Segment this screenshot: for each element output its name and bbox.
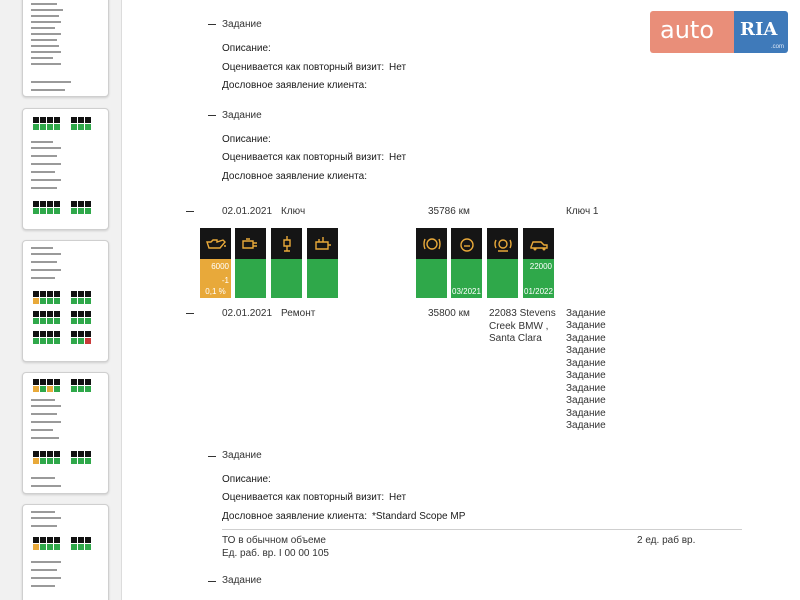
- auto-ria-logo: [650, 11, 788, 53]
- verbatim-label: Дословное заявление клиента:: [222, 511, 367, 522]
- entry-type: Ремонт: [281, 308, 316, 319]
- service-code: Ед. раб. вр. I 00 00 105: [222, 548, 329, 559]
- task-list-item: Задание: [566, 370, 606, 381]
- service-tile-oil: [200, 228, 231, 298]
- verbatim-value: *Standard Scope MP: [372, 511, 466, 522]
- tile-value: -1: [221, 276, 229, 285]
- repeat-visit-label: Оценивается как повторный визит:: [222, 492, 385, 503]
- collapse-icon[interactable]: [208, 24, 216, 25]
- repeat-visit-label: Оценивается как повторный визит:: [222, 62, 385, 73]
- service-units: 2 ед. раб вр.: [637, 535, 696, 546]
- brake-fluid-icon: [456, 234, 478, 254]
- service-tile-status: [200, 259, 231, 298]
- rear-brake-icon: [492, 234, 514, 254]
- service-tile-status: [523, 259, 554, 298]
- task-heading: Задание: [222, 450, 262, 461]
- logo-text-ria: RIA: [740, 19, 778, 40]
- service-tile-coolant: [307, 228, 338, 298]
- task-list-item: Задание: [566, 408, 606, 419]
- task-heading: Задание: [222, 19, 262, 30]
- dealer-line: Creek BMW ,: [489, 321, 549, 332]
- entry-date: 02.01.2021: [222, 308, 273, 319]
- collapse-icon[interactable]: [208, 581, 216, 582]
- verbatim-label: Дословное заявление клиента:: [222, 171, 367, 182]
- tile-value: 03/2021: [452, 287, 481, 296]
- page-thumbnail-5[interactable]: [22, 504, 109, 600]
- tile-value: 01/2022: [524, 287, 553, 296]
- dealer-line: Santa Clara: [489, 333, 542, 344]
- spark-plug-icon: [276, 234, 298, 254]
- entry-type: Ключ: [281, 206, 306, 217]
- service-tile-front-brake: [416, 228, 447, 298]
- task-list-item: Задание: [566, 420, 606, 431]
- service-tile-status: [416, 259, 447, 298]
- oil-can-icon: [205, 234, 227, 254]
- coolant-icon: [312, 234, 334, 254]
- page-thumbnail-3[interactable]: [22, 240, 109, 362]
- entry-mileage: 35786 км: [428, 206, 470, 217]
- page-thumbnail-4[interactable]: [22, 372, 109, 494]
- verbatim-label: Дословное заявление клиента:: [222, 80, 367, 91]
- task-list-item: Задание: [566, 358, 606, 369]
- service-tile-brake-fluid: [451, 228, 482, 298]
- page-thumbnail-2[interactable]: [22, 108, 109, 230]
- task-list-item: Задание: [566, 395, 606, 406]
- task-list-item: Задание: [566, 320, 606, 331]
- dealer-line: 22083 Stevens: [489, 308, 556, 319]
- task-heading: Задание: [222, 110, 262, 121]
- task-list-item: Задание: [566, 308, 606, 319]
- engine-icon: [240, 234, 262, 254]
- description-label: Описание:: [222, 134, 271, 145]
- collapse-icon[interactable]: [208, 456, 216, 457]
- service-tile-status: [235, 259, 266, 298]
- vehicle-check-icon: [528, 234, 550, 254]
- task-list-item: Задание: [566, 345, 606, 356]
- repeat-visit-value: Нет: [389, 62, 407, 73]
- tile-value: 22000: [529, 262, 552, 271]
- repeat-visit-value: Нет: [389, 492, 407, 503]
- tile-value: 6000: [211, 262, 229, 271]
- collapse-icon[interactable]: [186, 211, 194, 212]
- logo-text-auto: auto: [660, 16, 715, 44]
- logo-domain: .com: [770, 44, 784, 50]
- task-heading: Задание: [222, 575, 262, 586]
- repeat-visit-value: Нет: [389, 152, 407, 163]
- task-list-item: Задание: [566, 333, 606, 344]
- service-tile-status: [307, 259, 338, 298]
- service-tile-spark: [271, 228, 302, 298]
- service-tile-status: [271, 259, 302, 298]
- page-thumbnail-1[interactable]: [22, 0, 109, 97]
- entry-key: Ключ 1: [566, 206, 599, 217]
- document-page: [124, 0, 800, 600]
- entry-mileage: 35800 км: [428, 308, 470, 319]
- service-tile-status: [451, 259, 482, 298]
- page-thumbnail-sidebar: [0, 0, 122, 600]
- service-tile-engine: [235, 228, 266, 298]
- task-list-item: Задание: [566, 383, 606, 394]
- collapse-icon[interactable]: [186, 313, 194, 314]
- entry-date: 02.01.2021: [222, 206, 273, 217]
- front-brake-icon: [421, 234, 443, 254]
- description-label: Описание:: [222, 474, 271, 485]
- service-tile-rear-brake: [487, 228, 518, 298]
- service-tile-status: [487, 259, 518, 298]
- service-tile-vehicle-check: [523, 228, 554, 298]
- service-name: ТО в обычном объеме: [222, 535, 326, 546]
- repeat-visit-label: Оценивается как повторный визит:: [222, 152, 385, 163]
- collapse-icon[interactable]: [208, 115, 216, 116]
- divider: [222, 529, 742, 530]
- tile-value: 0,1 %: [205, 287, 226, 296]
- description-label: Описание:: [222, 43, 271, 54]
